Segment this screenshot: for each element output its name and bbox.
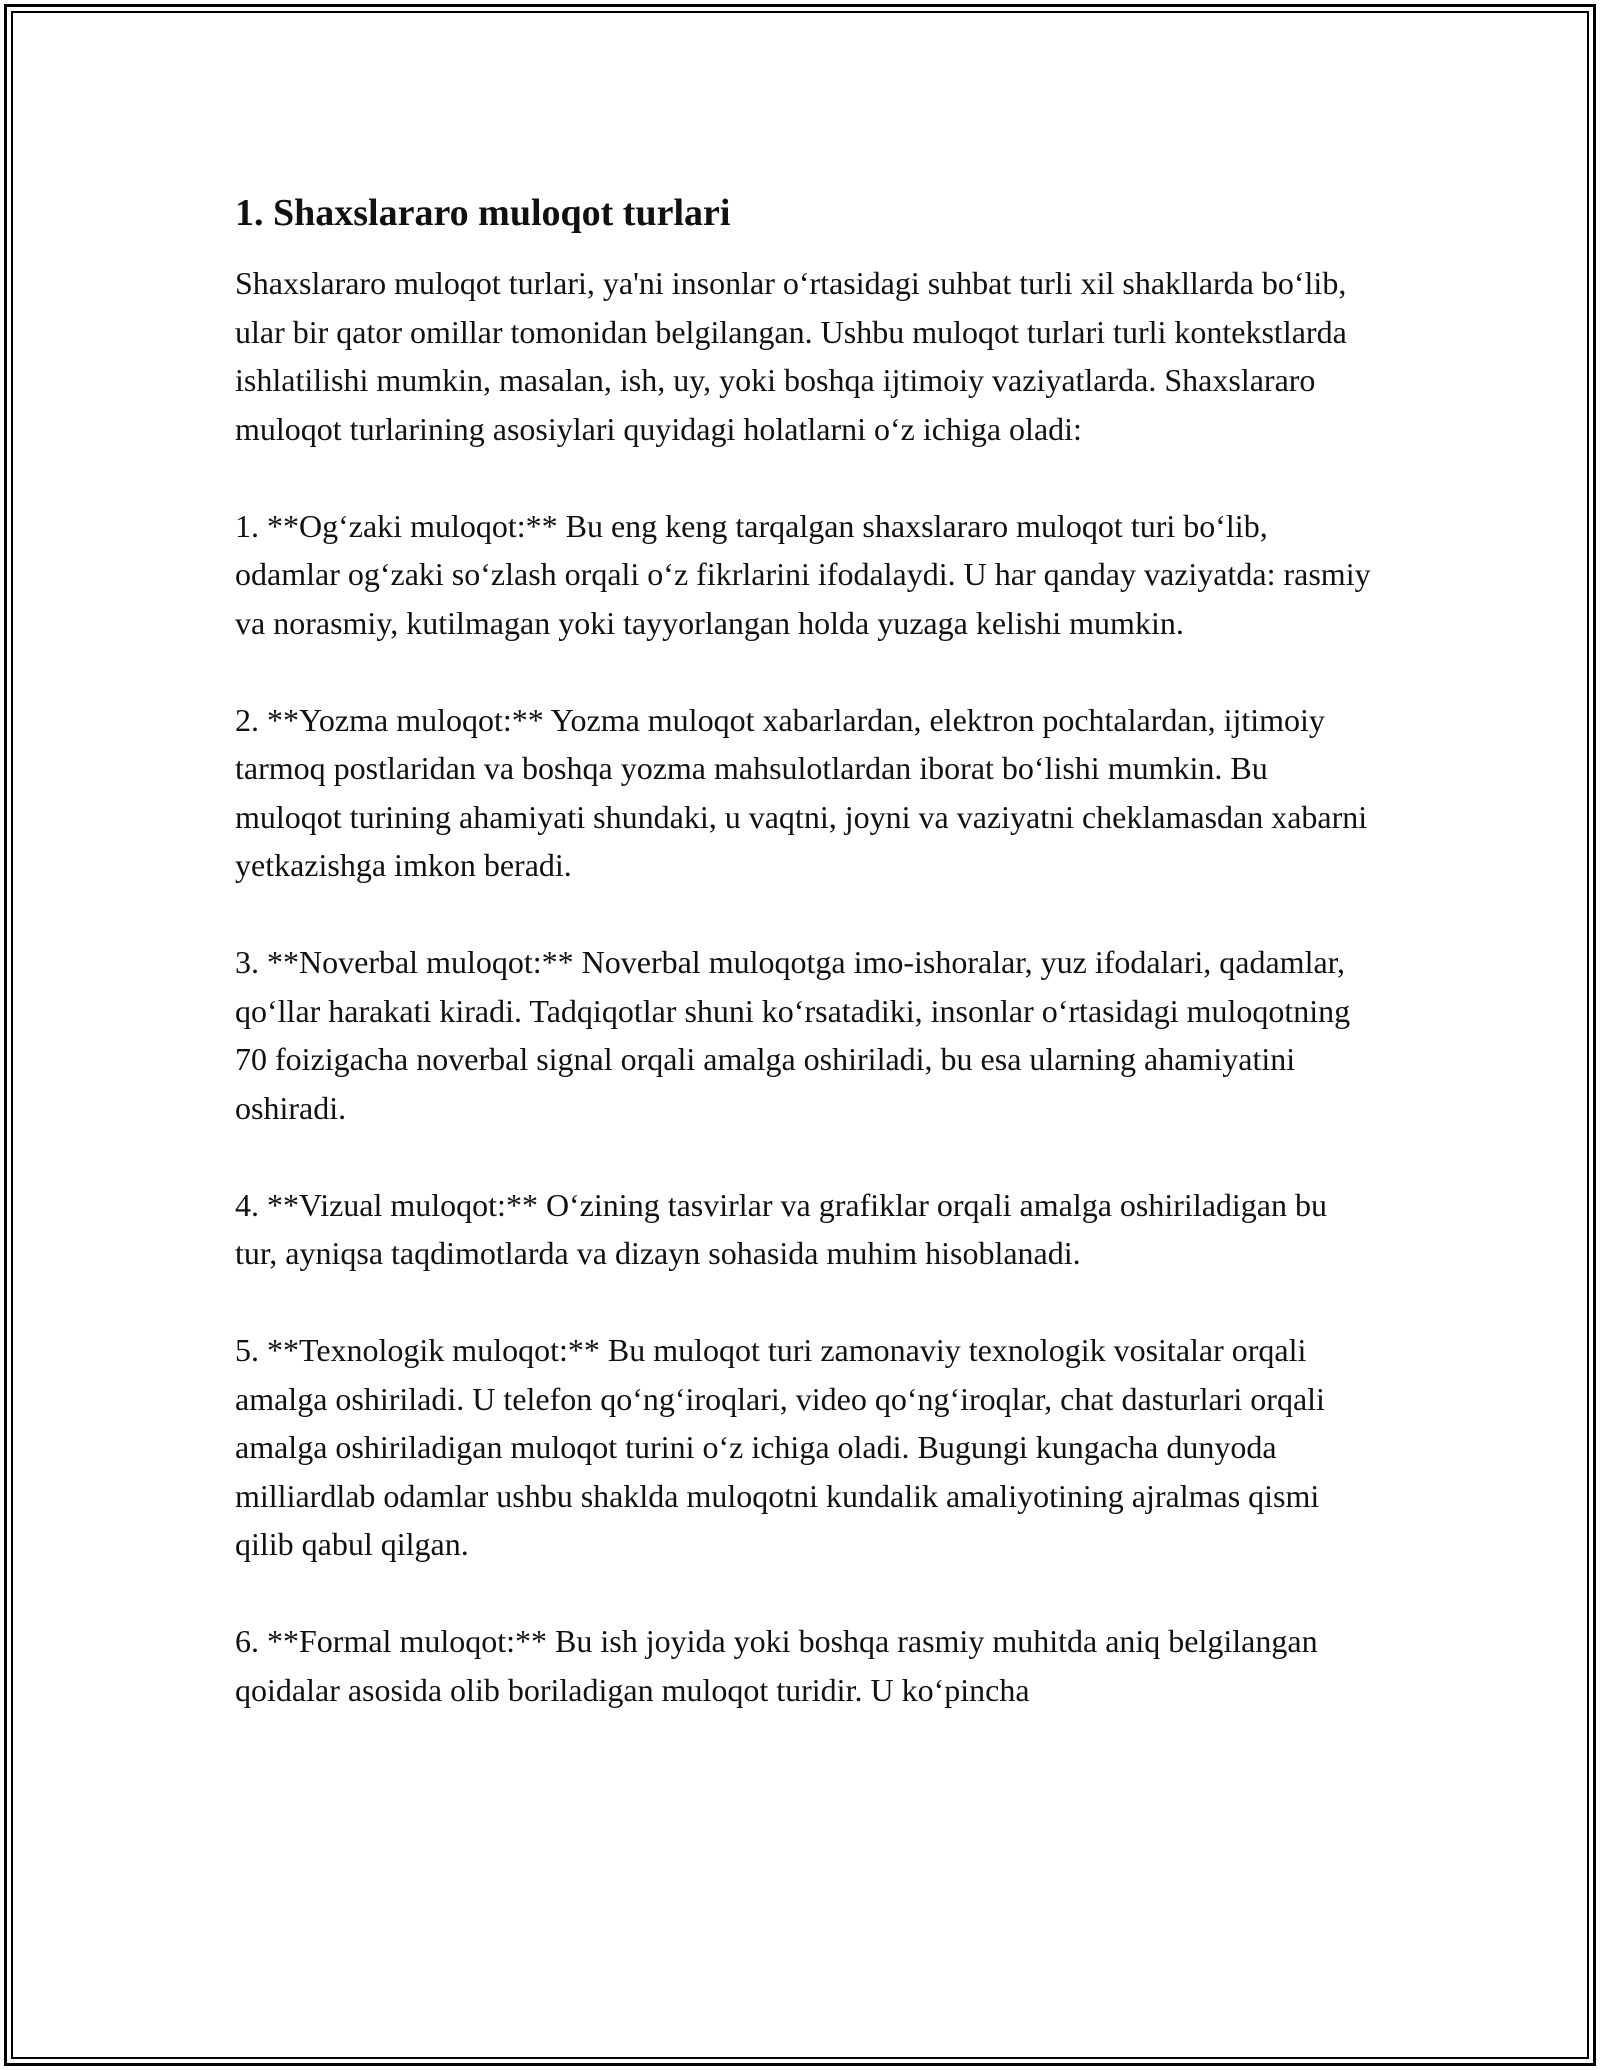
list-item-written-communication: 2. **Yozma muloqot:** Yozma muloqot xabarlardan, elektron pochtalardan, ijtimoiy tarmoq postlaridan va boshqa yozma mahsulotlardan iborat bo‘lishi mumkin. Bu muloqot turining ahamiyati shundaki, u vaqtni, joyni va vaziyatni cheklamasdan xabarni yetkazishga imkon beradi. xyxy=(235,701,1368,883)
list-item-visual-communication: 4. **Vizual muloqot:** O‘zining tasvirlar va grafiklar orqali amalga oshiriladigan bu tur, ayniqsa taqdimotlarda va dizayn sohasida muhim hisoblanadi. xyxy=(235,1186,1327,1271)
section-heading: 1. Shaxslararo muloqot turlari xyxy=(235,192,731,234)
list-item-technological-communication: 5. **Texnologik muloqot:** Bu muloqot turi zamonaviy texnologik vositalar orqali amalga oshiriladi. U telefon qo‘ng‘iroqlari, video qo‘ng‘iroqlar, chat dasturlari orqali amalga oshiriladigan muloqot turini o‘z ichiga oladi. Bugungi kungacha dunyoda milliardlab odamlar ushbu shaklda muloqotni kundalik amaliyotining ajralmas qismi qilib qabul qilgan. xyxy=(235,1332,1325,1562)
list-item-oral-communication: 1. **Og‘zaki muloqot:** Bu eng keng tarqalgan shaxslararo muloqot turi bo‘lib, odamlar og‘zaki so‘zlash orqali o‘z fikrlarini ifodalaydi. U har qanday vaziyatda: rasmiy va norasmiy, kutilmagan yoki tayyorlangan holda yuzaga kelishi mumkin. xyxy=(235,507,1371,641)
list-item-nonverbal-communication: 3. **Noverbal muloqot:** Noverbal muloqotga imo-ishoralar, yuz ifodalari, qadamlar, qo‘llar harakati kiradi. Tadqiqotlar shuni ko‘rsatadiki, insonlar o‘rtasidagi muloqotning 70 foizigacha noverbal signal orqali amalga oshiriladi, bu esa ularning ahamiyatini oshiradi. xyxy=(235,944,1351,1126)
intro-paragraph: Shaxslararo muloqot turlari, ya'ni insonlar o‘rtasidagi suhbat turli xil shakllarda bo‘lib, ular bir qator omillar tomonidan belgilangan. Ushbu muloqot turlari turli kontekstlarda ishlatilishi mumkin, masalan, ish, uy, yoki boshqa ijtimoiy vaziyatlarda. Shaxslararo muloqot turlarining asosiylari quyidagi holatlarni o‘z ichiga oladi: xyxy=(235,265,1347,447)
document-body xyxy=(235,185,1375,1763)
list-item-formal-communication: 6. **Formal muloqot:** Bu ish joyida yoki boshqa rasmiy muhitda aniq belgilangan qoidalar asosida olib boriladigan muloqot turidir. U ko‘pincha xyxy=(235,1623,1318,1708)
